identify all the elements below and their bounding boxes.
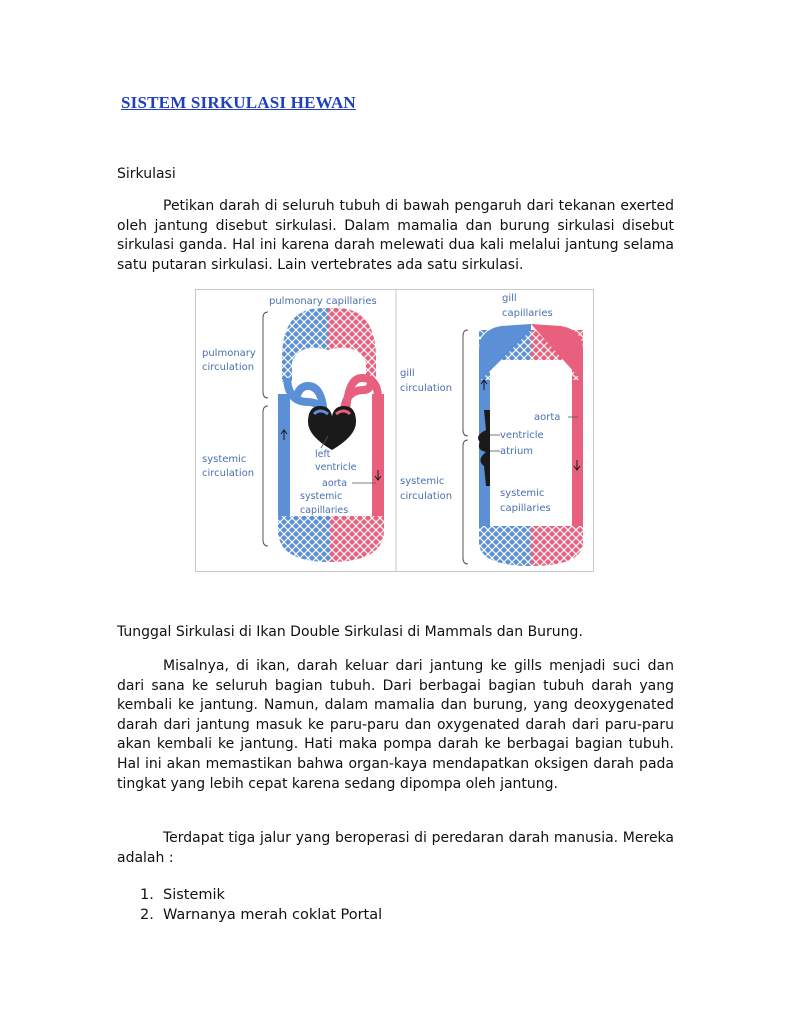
list-item xyxy=(117,885,382,905)
circulation-diagram xyxy=(195,289,594,572)
label-systemic-capillaries-fish-1: systemic xyxy=(500,488,545,499)
label-systemic-capillaries-2: capillaries xyxy=(300,505,349,516)
label-left-ventricle-1: left xyxy=(315,449,331,460)
label-systemic-circulation-1: systemic xyxy=(202,454,247,465)
label-systemic-capillaries-1: systemic xyxy=(300,491,343,502)
paragraph-pathways: Terdapat tiga jalur yang beroperasi di peredaran darah manusia. Mereka adalah : xyxy=(117,830,674,866)
label-systemic-circulation-fish-2: circulation xyxy=(400,491,453,502)
pulmonary-capillaries-blue xyxy=(282,308,328,382)
page-title: SISTEM SIRKULASI HEWAN xyxy=(121,93,356,112)
section-heading: Sirkulasi xyxy=(117,166,176,182)
dorsal-aorta xyxy=(572,380,583,530)
systemic-artery xyxy=(372,394,384,522)
label-systemic-circulation-2: circulation xyxy=(202,468,255,479)
list-item-number: 1. xyxy=(140,887,154,903)
paragraph-intro: Petikan darah di seluruh tubuh di bawah pengaruh dari tekanan exerted oleh jantung disebut sirkulasi. Dalam mamalia dan burung sirkulasi disebut sirkulasi ganda. Hal ini karena darah melewati dua kali melalui jantung selama satu putaran sirkulasi. Lain vertebrates ada satu sirkulasi. xyxy=(117,198,674,273)
label-pulmonary-circulation-2: circulation xyxy=(202,362,255,373)
systemic-capillaries-red-fish xyxy=(531,526,583,566)
gill-bracket xyxy=(463,330,468,436)
label-gill-circulation-1: gill xyxy=(400,368,415,379)
list-item-number: 2. xyxy=(140,907,154,923)
systemic-bracket-fish xyxy=(463,440,468,564)
double-circulation-diagram xyxy=(202,296,384,562)
label-left-ventricle-2: ventricle xyxy=(315,462,357,473)
pathway-list xyxy=(117,885,382,925)
figure-caption: Tunggal Sirkulasi di Ikan Double Sirkulasi di Mammals dan Burung. xyxy=(117,624,583,640)
label-pulmonary-capillaries: pulmonary capillaries xyxy=(269,296,377,307)
list-item xyxy=(117,905,382,925)
paragraph-example: Misalnya, di ikan, darah keluar dari jantung ke gills menjadi suci dan dari sana ke seluruh bagian tubuh. Dari berbagai bagian tubuh darah yang kembali ke jantung. Namun, dalam mamalia dan burung, yang deoxygenated darah dari jantung masuk ke paru-paru dan oxygenated darah dari paru-paru akan kembali ke jantung. Hati maka pompa darah ke berbagai bagian tubuh. Hal ini akan memastikan bahwa organ-kaya mendapatkan oksigen darah pada tingkat yang lebih cepat karena sedang dipompa oleh jantung. xyxy=(117,658,674,792)
label-pulmonary-circulation-1: pulmonary xyxy=(202,348,256,359)
list-item-text: Sistemik xyxy=(163,887,225,903)
label-aorta-left: aorta xyxy=(322,478,348,489)
label-systemic-circulation-fish-1: systemic xyxy=(400,476,445,487)
systemic-bracket xyxy=(263,406,268,546)
label-aorta-right: aorta xyxy=(534,412,561,423)
label-gill-capillaries-1: gill xyxy=(502,293,517,304)
label-atrium: atrium xyxy=(500,446,534,457)
pulmonary-capillaries-red xyxy=(328,308,376,382)
pulmonary-bracket xyxy=(263,312,268,398)
label-gill-capillaries-2: capillaries xyxy=(502,308,553,319)
systemic-capillaries-blue-fish xyxy=(479,526,531,566)
single-circulation-diagram xyxy=(400,293,583,566)
label-systemic-capillaries-fish-2: capillaries xyxy=(500,503,551,514)
label-gill-circulation-2: circulation xyxy=(400,383,453,394)
label-ventricle: ventricle xyxy=(500,430,544,441)
list-item-text: Warnanya merah coklat Portal xyxy=(163,907,383,923)
systemic-vein xyxy=(278,394,290,522)
